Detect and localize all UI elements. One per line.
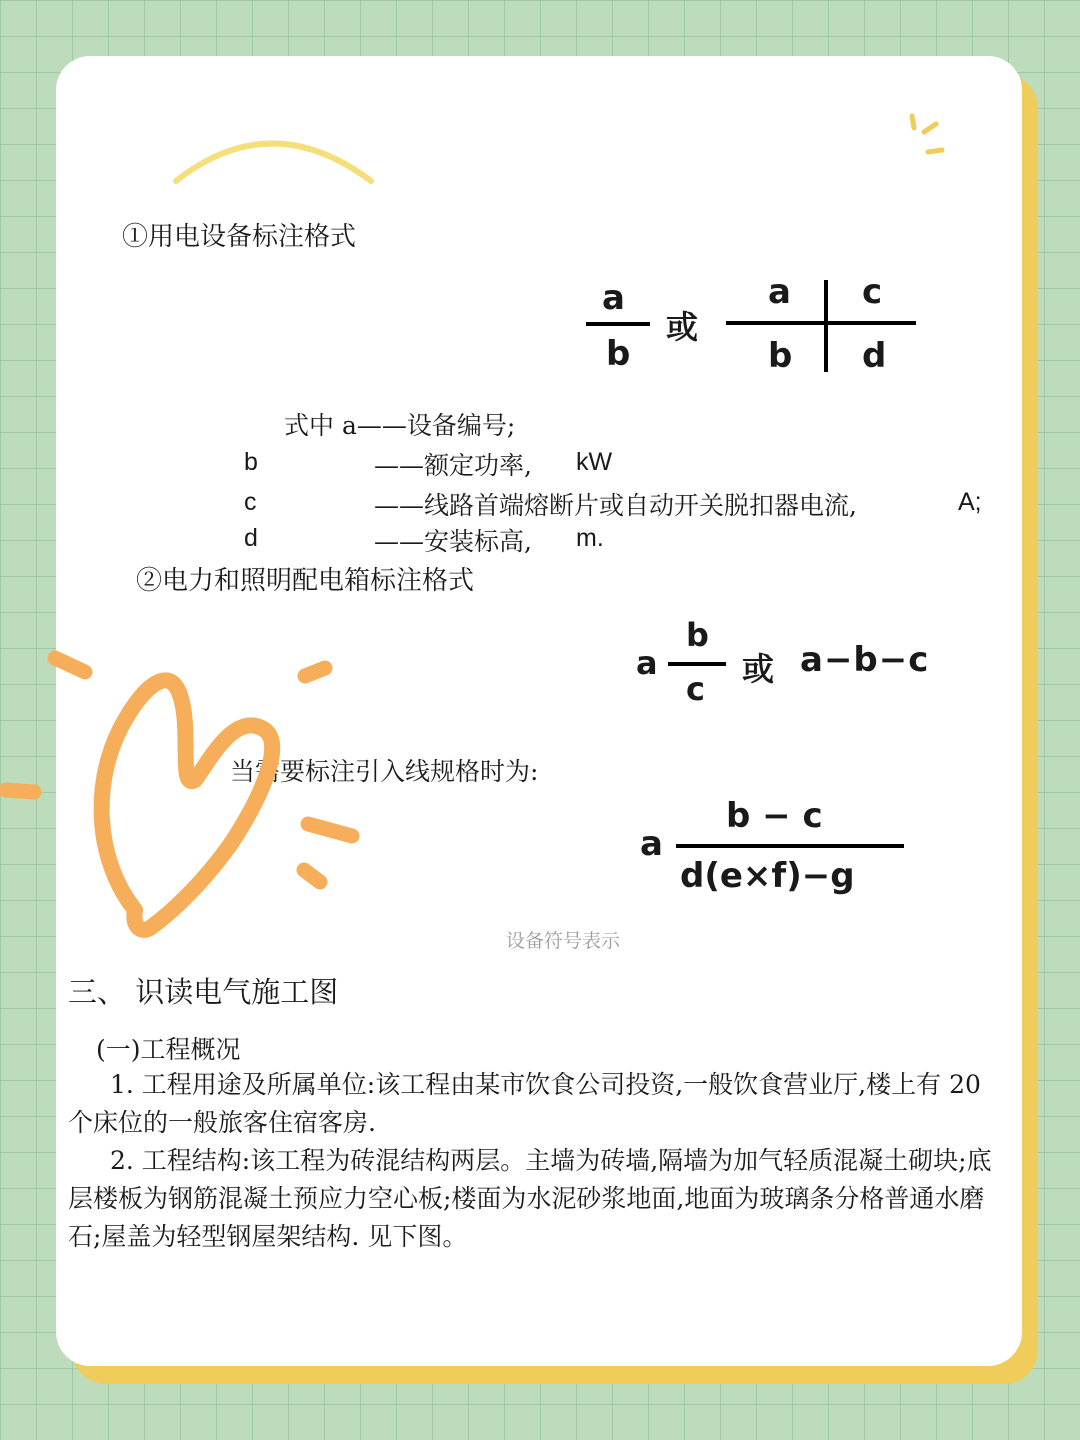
legend-b-desc: ——额定功率, [374, 451, 532, 480]
formula-numerator: b − c [726, 796, 823, 836]
or-label: 或 [666, 308, 699, 346]
legend-d-unit: m. [576, 524, 604, 552]
formula-denominator: d(e×f)−g [680, 856, 855, 896]
legend-b-unit: kW [576, 448, 613, 476]
fraction-bar [586, 322, 650, 326]
section3-title: 当需要标注引入线规格时为: [230, 757, 539, 786]
legend-intro: 式中 a——设备编号; [284, 411, 516, 440]
formula-denominator: c [686, 670, 705, 708]
chapter-title: 三、 识读电气施工图 [68, 975, 339, 1009]
quadrant-vertical-bar [824, 280, 828, 372]
legend-d-key: d [244, 524, 258, 552]
chapter-subtitle: (一)工程概况 [96, 1035, 241, 1064]
formula-numerator: b [686, 616, 709, 654]
formula-inline: a−b−c [800, 640, 930, 680]
fraction-bar [676, 844, 904, 848]
quadrant-bottom-right: d [862, 336, 887, 376]
legend-c-unit: A; [958, 488, 982, 516]
formula-denominator: b [606, 334, 631, 374]
legend-b-key: b [244, 448, 258, 476]
quadrant-horizontal-bar [726, 321, 916, 325]
legend-d-desc: ——安装标高, [374, 527, 532, 556]
or-label: 或 [742, 650, 775, 688]
legend-c-key: c [244, 488, 257, 516]
formula-lead: a [640, 824, 663, 864]
figure-caption: 设备符号表示 [506, 930, 621, 952]
formula-numerator: a [602, 278, 625, 318]
legend-c-desc: ——线路首端熔断片或自动开关脱扣器电流, [374, 491, 857, 520]
paragraph-project-structure: 2. 工程结构:该工程为砖混结构两层。主墙为砖墙,隔墙为加气轻质混凝土砌块;底层楼板为钢筋混凝土预应力空心板;楼面为水泥砂浆地面,地面为玻璃条分格普通水磨石;屋盖为轻型钢屋架结构. 见下图。 [68, 1146, 992, 1251]
formula-lead: a [636, 644, 658, 682]
paragraph-project-purpose: 1. 工程用途及所属单位:该工程由某市饮食公司投资,一般饮食营业厅,楼上有 20 个床位的一般旅客住宿客房. [68, 1070, 981, 1137]
section2-title: ②电力和照明配电箱标注格式 [136, 566, 475, 596]
fraction-bar [668, 662, 726, 666]
section1-title: ①用电设备标注格式 [122, 222, 357, 252]
sparkle-decoration [904, 112, 954, 162]
yellow-arc-decoration [166, 126, 386, 196]
quadrant-top-left: a [768, 272, 791, 312]
content-card [56, 56, 1022, 1366]
quadrant-top-right: c [862, 272, 883, 312]
quadrant-bottom-left: b [768, 336, 793, 376]
